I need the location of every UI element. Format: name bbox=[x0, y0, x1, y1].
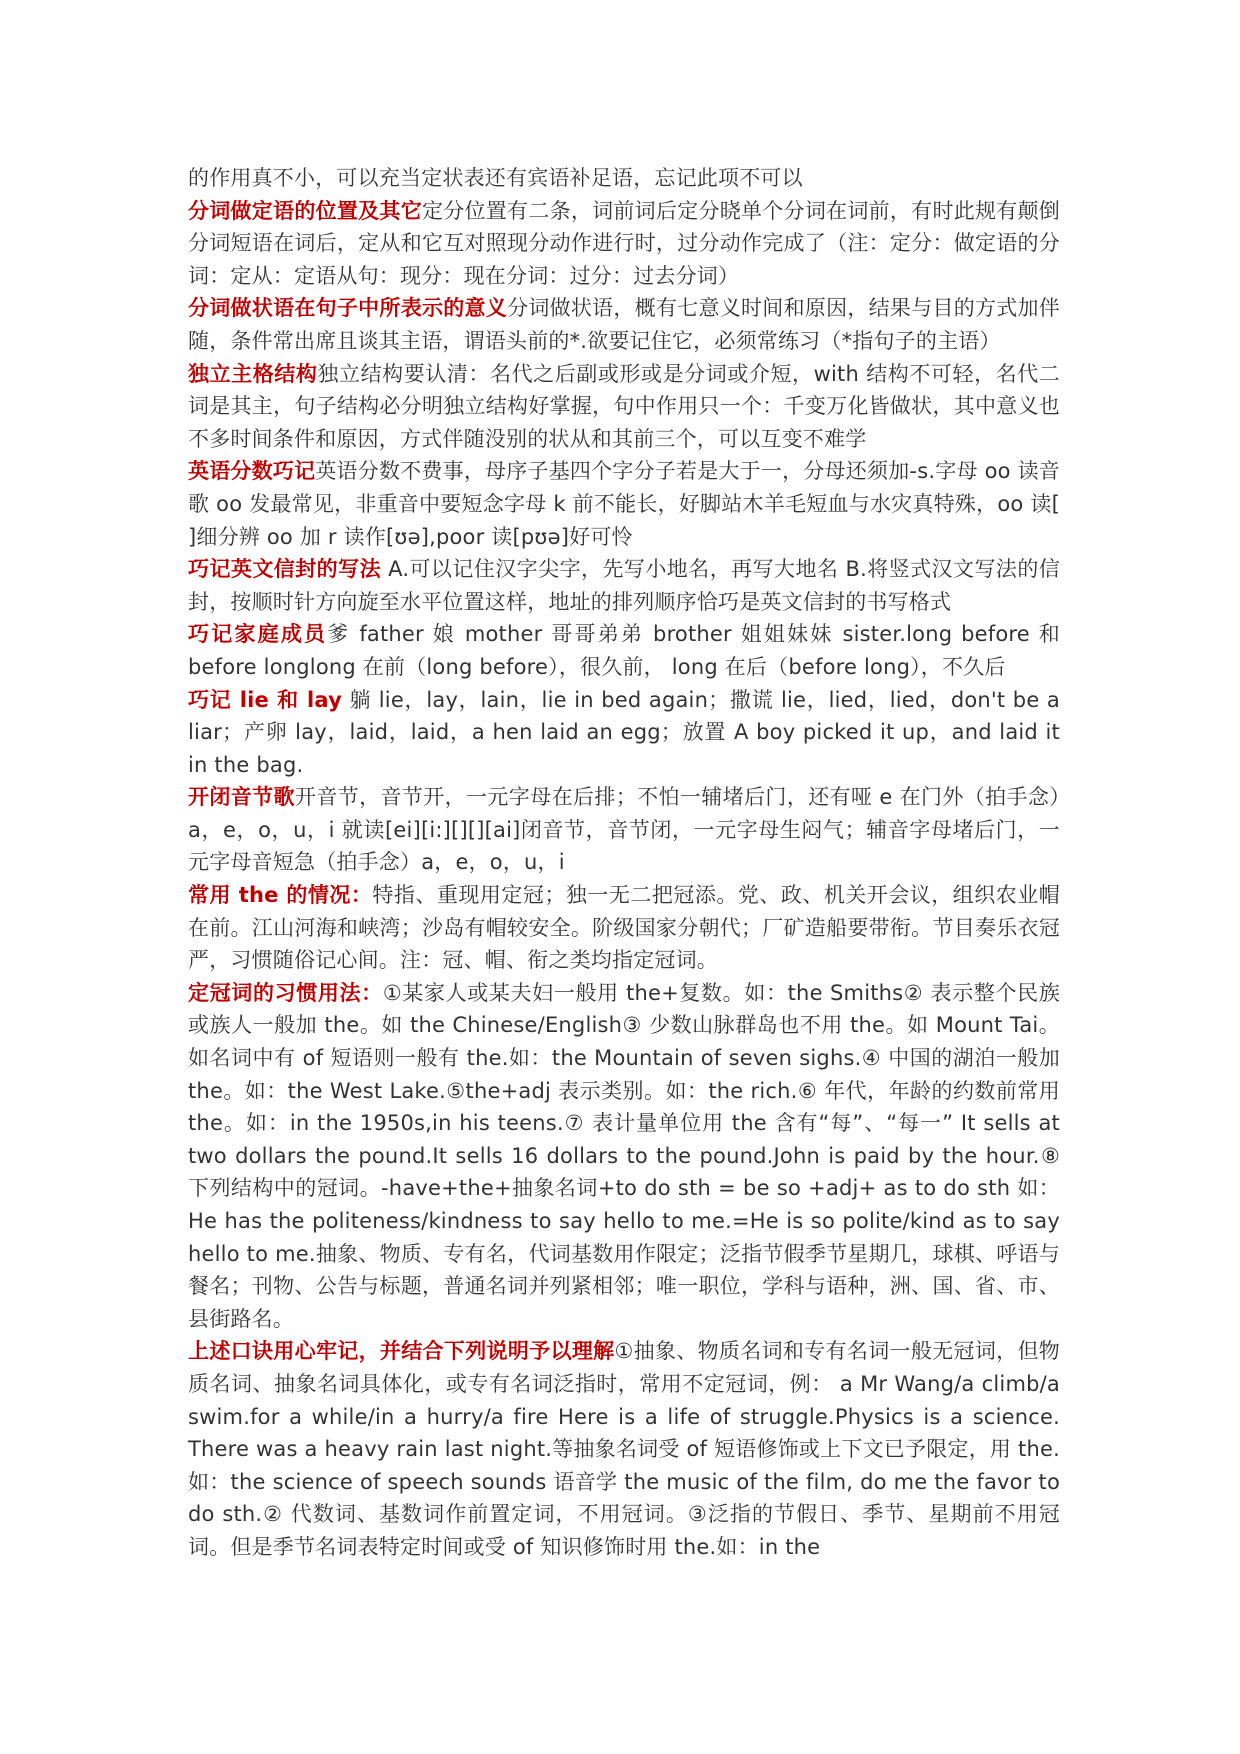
paragraph-heading: 常用 the 的情况： bbox=[188, 883, 373, 908]
paragraph-family-members bbox=[188, 618, 1060, 683]
paragraph-text: 英语分数不费事，母序子基四个字分子若是大于一，分母还须加-s.字母 oo 读音歌 oo 发最常见，非重音中要短念字母 k 前不能长，好脚站木羊毛短血与水灾真特殊，oo 读[ ]细分辨 oo 加 r 读作[ʊə],poor 读[pʊə]好可怜 bbox=[188, 459, 1060, 549]
paragraph-heading: 英语分数巧记 bbox=[188, 459, 316, 484]
paragraph-definite-article bbox=[188, 977, 1060, 1336]
document-page bbox=[188, 162, 1060, 1564]
paragraph-lie-lay bbox=[188, 684, 1060, 782]
paragraph-absolute-construction bbox=[188, 358, 1060, 456]
paragraph-intro bbox=[188, 162, 1060, 195]
paragraph-text: 特指、重现用定冠；独一无二把冠添。党、政、机关开会议，组织农业帽在前。江山河海和峡湾；沙岛有帽较安全。阶级国家分朝代；厂矿造船要带衔。节目奏乐衣冠严，习惯随俗记心间。注：冠、帽、衔之类均指定冠词。 bbox=[188, 883, 1060, 973]
paragraph-text: 爹 father 娘 mother 哥哥弟弟 brother 姐姐妹妹 sister.long before 和 before longlong 在前（long before），很久前， long 在后（before long），不久后 bbox=[188, 622, 1060, 679]
paragraph-text: 分词做状语，概有七意义时间和原因，结果与目的方式加伴随，条件常出席且谈其主语，谓语头前的*.欲要记住它，必须常练习（*指句子的主语） bbox=[188, 296, 1061, 353]
paragraph-text: 定分位置有二条，词前词后定分晓单个分词在词前，有时此规有颠倒分词短语在词后，定从和它互对照现分动作进行时，过分动作完成了（注：定分：做定语的分词：定从：定语从句：现分：现在分词：过分：过去分词） bbox=[188, 198, 1060, 288]
paragraph-envelope bbox=[188, 553, 1060, 618]
paragraph-heading: 上述口诀用心牢记，并结合下列说明予以理解 bbox=[188, 1339, 615, 1364]
paragraph-heading: 分词做定语的位置及其它 bbox=[188, 198, 422, 223]
paragraph-text: ①某家人或某夫妇一般用 the+复数。如：the Smiths② 表示整个民族或族人一般加 the。如 the Chinese/English③ 少数山脉群岛也不用 the。如 Mount Tai。如名词中有 of 短语则一般有 the.如：the Mountain of seven sighs.④ 中国的湖泊一般加 the。如：the West Lake.⑤the+adj 表示类别。如：the rich.⑥ 年代，年龄的约数前常用 the。如：in the 1950s,in his teens.⑦ 表计量单位用 the 含有“每”、“每一” It sells at two dollars the pound.It sells 16 dollars to the pound.John is paid by the hour.⑧ 下列结构中的冠词。-have+the+抽象名词+to do sth = be so +adj+ as to do sth 如：He has the politeness/kindness to say hello to me.=He is so polite/kind as to say hello to me.抽象、物质、专有名，代词基数用作限定；泛指节假季节星期几，球棋、呼语与餐名；刊物、公告与标题，普通名词并列紧相邻；唯一职位，学科与语种，洲、国、省、市、县街路名。 bbox=[188, 980, 1060, 1331]
paragraph-heading: 巧记家庭成员 bbox=[188, 622, 328, 647]
paragraph-text: ①抽象、物质名词和专有名词一般无冠词，但物质名词、抽象名词具体化，或专有名词泛指时，常用不定冠词，例： a Mr Wang/a climb/a swim.for a while/in a hurry/a fire Here is a life of struggle.Physics is a science. There was a heavy rain last night.等抽象名词受 of 短语修饰或上下文已予限定，用 the.如：the science of speech sounds 语音学 the music of the film, do me the favor to do sth.② 代数词、基数词作前置定词，不用冠词。③泛指的节假日、季节、星期前不用冠词。但是季节名词表特定时间或受 of 知识修饰时用 the.如：in the bbox=[188, 1339, 1060, 1559]
paragraph-heading: 分词做状语在句子中所表示的意义 bbox=[188, 296, 508, 321]
paragraph-explanation bbox=[188, 1335, 1060, 1563]
paragraph-participle-adverbial bbox=[188, 292, 1060, 357]
paragraph-text: 躺 lie，lay，lain，lie in bed again；撒谎 lie，lied，lied，don't be a liar；产卵 lay，laid，laid，a hen laid an egg；放置 A boy picked it up，and laid it in the bag. bbox=[188, 687, 1060, 777]
paragraph-text: 开音节，音节开，一元字母在后排；不怕一辅堵后门，还有哑 e 在门外（拍手念）a，e，o，u，i 就读[ei][i:][][][ai]闭音节，音节闭，一元字母生闷气；辅音字母堵后门，一元字母音短急（拍手念）a，e，o，u，i bbox=[188, 785, 1060, 875]
paragraph-heading: 定冠词的习惯用法： bbox=[188, 980, 383, 1005]
paragraph-participle-attributive bbox=[188, 195, 1060, 293]
paragraph-heading: 独立主格结构 bbox=[188, 361, 318, 386]
paragraph-text: A.可以记住汉字尖字，先写小地名，再写大地名 B.将竖式汉文写法的信封，按顺时针方向旋至水平位置这样，地址的排列顺序恰巧是英文信封的书写格式 bbox=[188, 557, 1060, 614]
paragraph-text: 独立结构要认清：名代之后副或形或是分词或介短，with 结构不可轻，名代二词是其主，句子结构必分明独立结构好掌握，句中作用只一个：千变万化皆做状，其中意义也不多时间条件和原因，方式伴随没别的状从和其前三个，可以互变不难学 bbox=[188, 361, 1060, 451]
paragraph-text: 的作用真不小，可以充当定状表还有宾语补足语，忘记此项不可以 bbox=[188, 166, 803, 190]
paragraph-syllables bbox=[188, 781, 1060, 879]
paragraph-heading: 巧记英文信封的写法 bbox=[188, 557, 382, 582]
paragraph-the-usage bbox=[188, 879, 1060, 977]
paragraph-heading: 巧记 lie 和 lay bbox=[188, 687, 342, 712]
paragraph-fractions bbox=[188, 455, 1060, 553]
paragraph-heading: 开闭音节歌 bbox=[188, 785, 295, 810]
